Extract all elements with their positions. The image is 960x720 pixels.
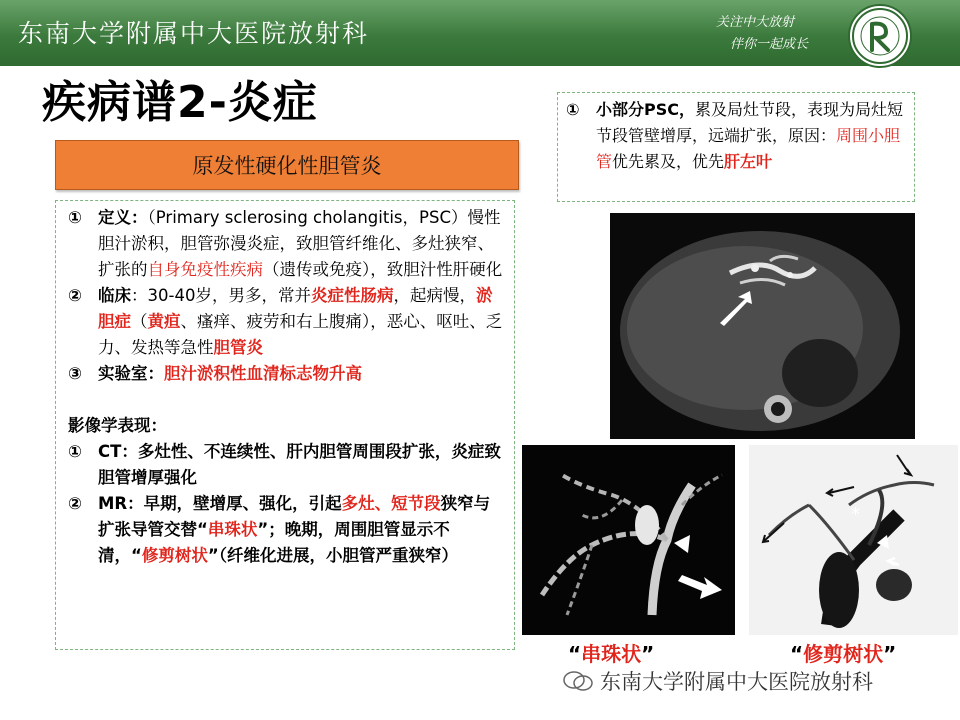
focal-psc-part-1: 累及局灶节段，表现为局灶短节段管壁增厚，远端扩张，原因： (596, 100, 904, 145)
item-number: ① (68, 208, 82, 227)
clinical-highlight-2: 淤胆症 (98, 286, 493, 331)
wechat-icon (562, 670, 594, 692)
left-content-box (55, 200, 515, 650)
caption-quote: ” (883, 642, 897, 666)
definition-highlight: 自身免疫性疾病 (147, 260, 263, 279)
caption-quote: “ (568, 642, 582, 666)
caption-quote: ” (641, 642, 655, 666)
mrcp-pruned-tree-image (749, 445, 958, 635)
beaded-caption-word: 串珠状 (581, 642, 642, 666)
beaded-caption (568, 638, 654, 667)
imaging-heading: 影像学表现： (68, 416, 167, 435)
item-number: ③ (68, 364, 82, 383)
mr-highlight-3: 修剪树状 (141, 546, 208, 565)
definition-text (98, 205, 506, 283)
mr-part-3: ”；晚期，周围胆管显示不清，“ (98, 520, 450, 565)
mr-highlight-1: 多灶、短节段 (341, 494, 441, 513)
clinical-item (68, 283, 506, 361)
definition-item (68, 205, 506, 283)
focal-psc-part-2: 优先累及，优先 (612, 152, 725, 171)
slogan (716, 12, 808, 56)
clinical-highlight-4: 胆管炎 (213, 338, 263, 357)
subtitle-banner (55, 140, 519, 190)
clinical-part-2: ，起病慢， (393, 286, 476, 305)
lab-item (68, 361, 506, 387)
item-number: ② (68, 494, 82, 513)
mrcp-beaded-image (522, 445, 735, 635)
definition-label: 定义： (98, 208, 148, 227)
slogan-line-1: 关注中大放射 (716, 15, 795, 30)
clinical-part-3: （ (131, 312, 148, 331)
subtitle-text: 原发性硬化性胆管炎 (192, 154, 382, 178)
slogan-line-2: 伴你一起成长 (730, 37, 809, 52)
wechat-watermark (562, 666, 873, 696)
mr-item (68, 491, 506, 569)
clinical-highlight-3: 黄疸 (147, 312, 181, 331)
focal-psc-highlight-1: 周围小胆管 (596, 126, 901, 171)
item-number: ① (566, 100, 580, 119)
svg-text:*: * (851, 504, 860, 525)
definition-part-1: （Primary sclerosing cholangitis，PSC）慢性胆汁淤积，胆管弥漫炎症，致胆管纤维化、多灶狭窄、扩张的 (98, 208, 501, 279)
item-number: ② (68, 286, 82, 305)
focal-psc-label: 小部分PSC， (596, 100, 695, 119)
mr-part-1: MR：早期，壁增厚、强化，引起 (98, 494, 342, 513)
lab-highlight: 胆汁淤积性血清标志物升高 (164, 364, 362, 383)
mr-part-4: ”（纤维化进展，小胆管严重狭窄） (207, 546, 458, 565)
clinical-part-4: 、瘙痒、疲劳和右上腹痛），恶心、呕吐、乏力、发热等急性 (98, 312, 503, 357)
clinical-label: 临床 (98, 286, 131, 305)
watermark-text: 东南大学附属中大医院放射科 (600, 670, 873, 694)
clinical-part-1: ：30-40岁，男多，常并 (131, 286, 311, 305)
axial-mri-image (610, 213, 915, 439)
focal-psc-item (566, 97, 906, 175)
right-note-box (557, 92, 915, 202)
header-bar (0, 0, 960, 66)
mr-part-2: 狭窄与扩张导管交替“ (98, 494, 491, 539)
pruned-tree-caption (790, 638, 896, 667)
institution-name: 东南大学附属中大医院放射科 (18, 19, 370, 48)
focal-psc-text (596, 97, 906, 175)
mr-text (98, 491, 506, 569)
page-title: 疾病谱2-炎症 (42, 77, 318, 128)
definition-part-2: （遗传或免疫），致胆汁性肝硬化 (263, 260, 503, 279)
lab-text (98, 361, 506, 387)
ct-item (68, 439, 506, 491)
ct-text: CT：多灶性、不连续性、肝内胆管周围段扩张，炎症致胆管增厚强化 (98, 442, 501, 487)
mr-highlight-2: 串珠状 (207, 520, 258, 539)
spacer (68, 387, 506, 413)
item-number: ① (68, 442, 82, 461)
clinical-highlight-1: 炎症性肠病 (310, 286, 394, 305)
caption-quote: “ (790, 642, 804, 666)
pruned-tree-caption-word: 修剪树状 (803, 642, 884, 666)
lab-label: 实验室： (98, 364, 164, 383)
focal-psc-highlight-2: 肝左叶 (724, 152, 773, 171)
hospital-logo-icon (848, 4, 912, 68)
clinical-text (98, 283, 506, 361)
